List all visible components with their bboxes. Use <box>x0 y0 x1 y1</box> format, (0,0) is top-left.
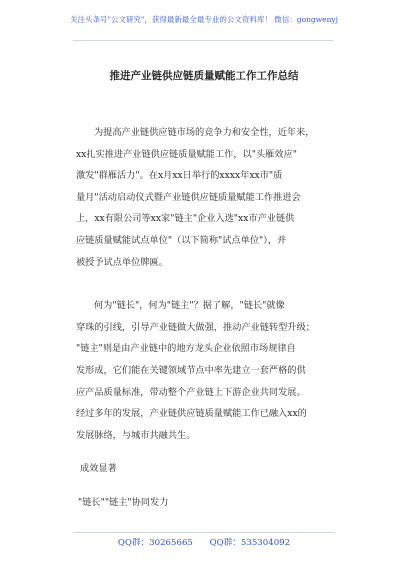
paragraph-line: xx扎实推进产业链供应链质量赋能工作，以"头雁效应" <box>76 148 297 160</box>
paragraph-line: 发形成，它们能在关键领域节点中率先建立一套严格的供 <box>76 364 306 376</box>
paragraph-2 <box>76 295 348 446</box>
paragraph-line: 上，xx有限公司等xx家"链主"企业入选"xx市产业链供 <box>76 213 295 225</box>
paragraph-line: 经过多年的发展，产业链供应链质量赋能工作已融入xx的 <box>76 408 307 420</box>
header-divider <box>73 40 333 41</box>
header-note: 关注头条号"公文研究"，获得最新最全最专业的公文资料库！ 微信：gongwenyj <box>70 15 338 24</box>
paragraph-line: 发展脉络，与城市共融共生。 <box>76 429 196 441</box>
paragraph-line: 激发"群雁活力"。在x月xx日举行的xxxx年xx市"质 <box>76 170 283 182</box>
paragraph-line: 被授予试点单位牌匾。 <box>76 256 168 268</box>
paragraph-1 <box>76 122 348 273</box>
footer-qq-group-1: QQ群：30265665 <box>117 538 193 548</box>
paragraph-line: "链主"则是由产业链中的地方龙头企业依照市场规律自 <box>76 343 296 355</box>
paragraph-line: 量月"活动启动仪式暨产业链供应链质量赋能工作推进会 <box>76 191 301 203</box>
paragraph-line: 何为"链长"，何为"链主"？据了解，"链长"就像 <box>94 300 285 312</box>
footer-qq-group-2: QQ群：535304092 <box>209 538 291 548</box>
paragraph-line: 应链质量赋能试点单位"（以下简称"试点单位"），并 <box>76 234 287 246</box>
section-heading: "链长""链主"协同发力 <box>78 496 169 508</box>
paragraph-line: 应产品质量标准，带动整个产业链上下游企业共同发展。 <box>76 386 306 398</box>
section-heading: 成效显著 <box>80 463 117 475</box>
footer <box>0 536 408 548</box>
document-body <box>76 122 348 514</box>
paragraph-line: 为提高产业链供应链市场的竞争力和安全性，近年来， <box>94 127 315 138</box>
footer-divider <box>73 532 335 533</box>
paragraph-line: 穿珠的引线，引导产业链做大做强，推动产业链转型升级； <box>76 321 315 333</box>
document-title: 推进产业链供应链质量赋能工作工作总结 <box>109 70 299 82</box>
